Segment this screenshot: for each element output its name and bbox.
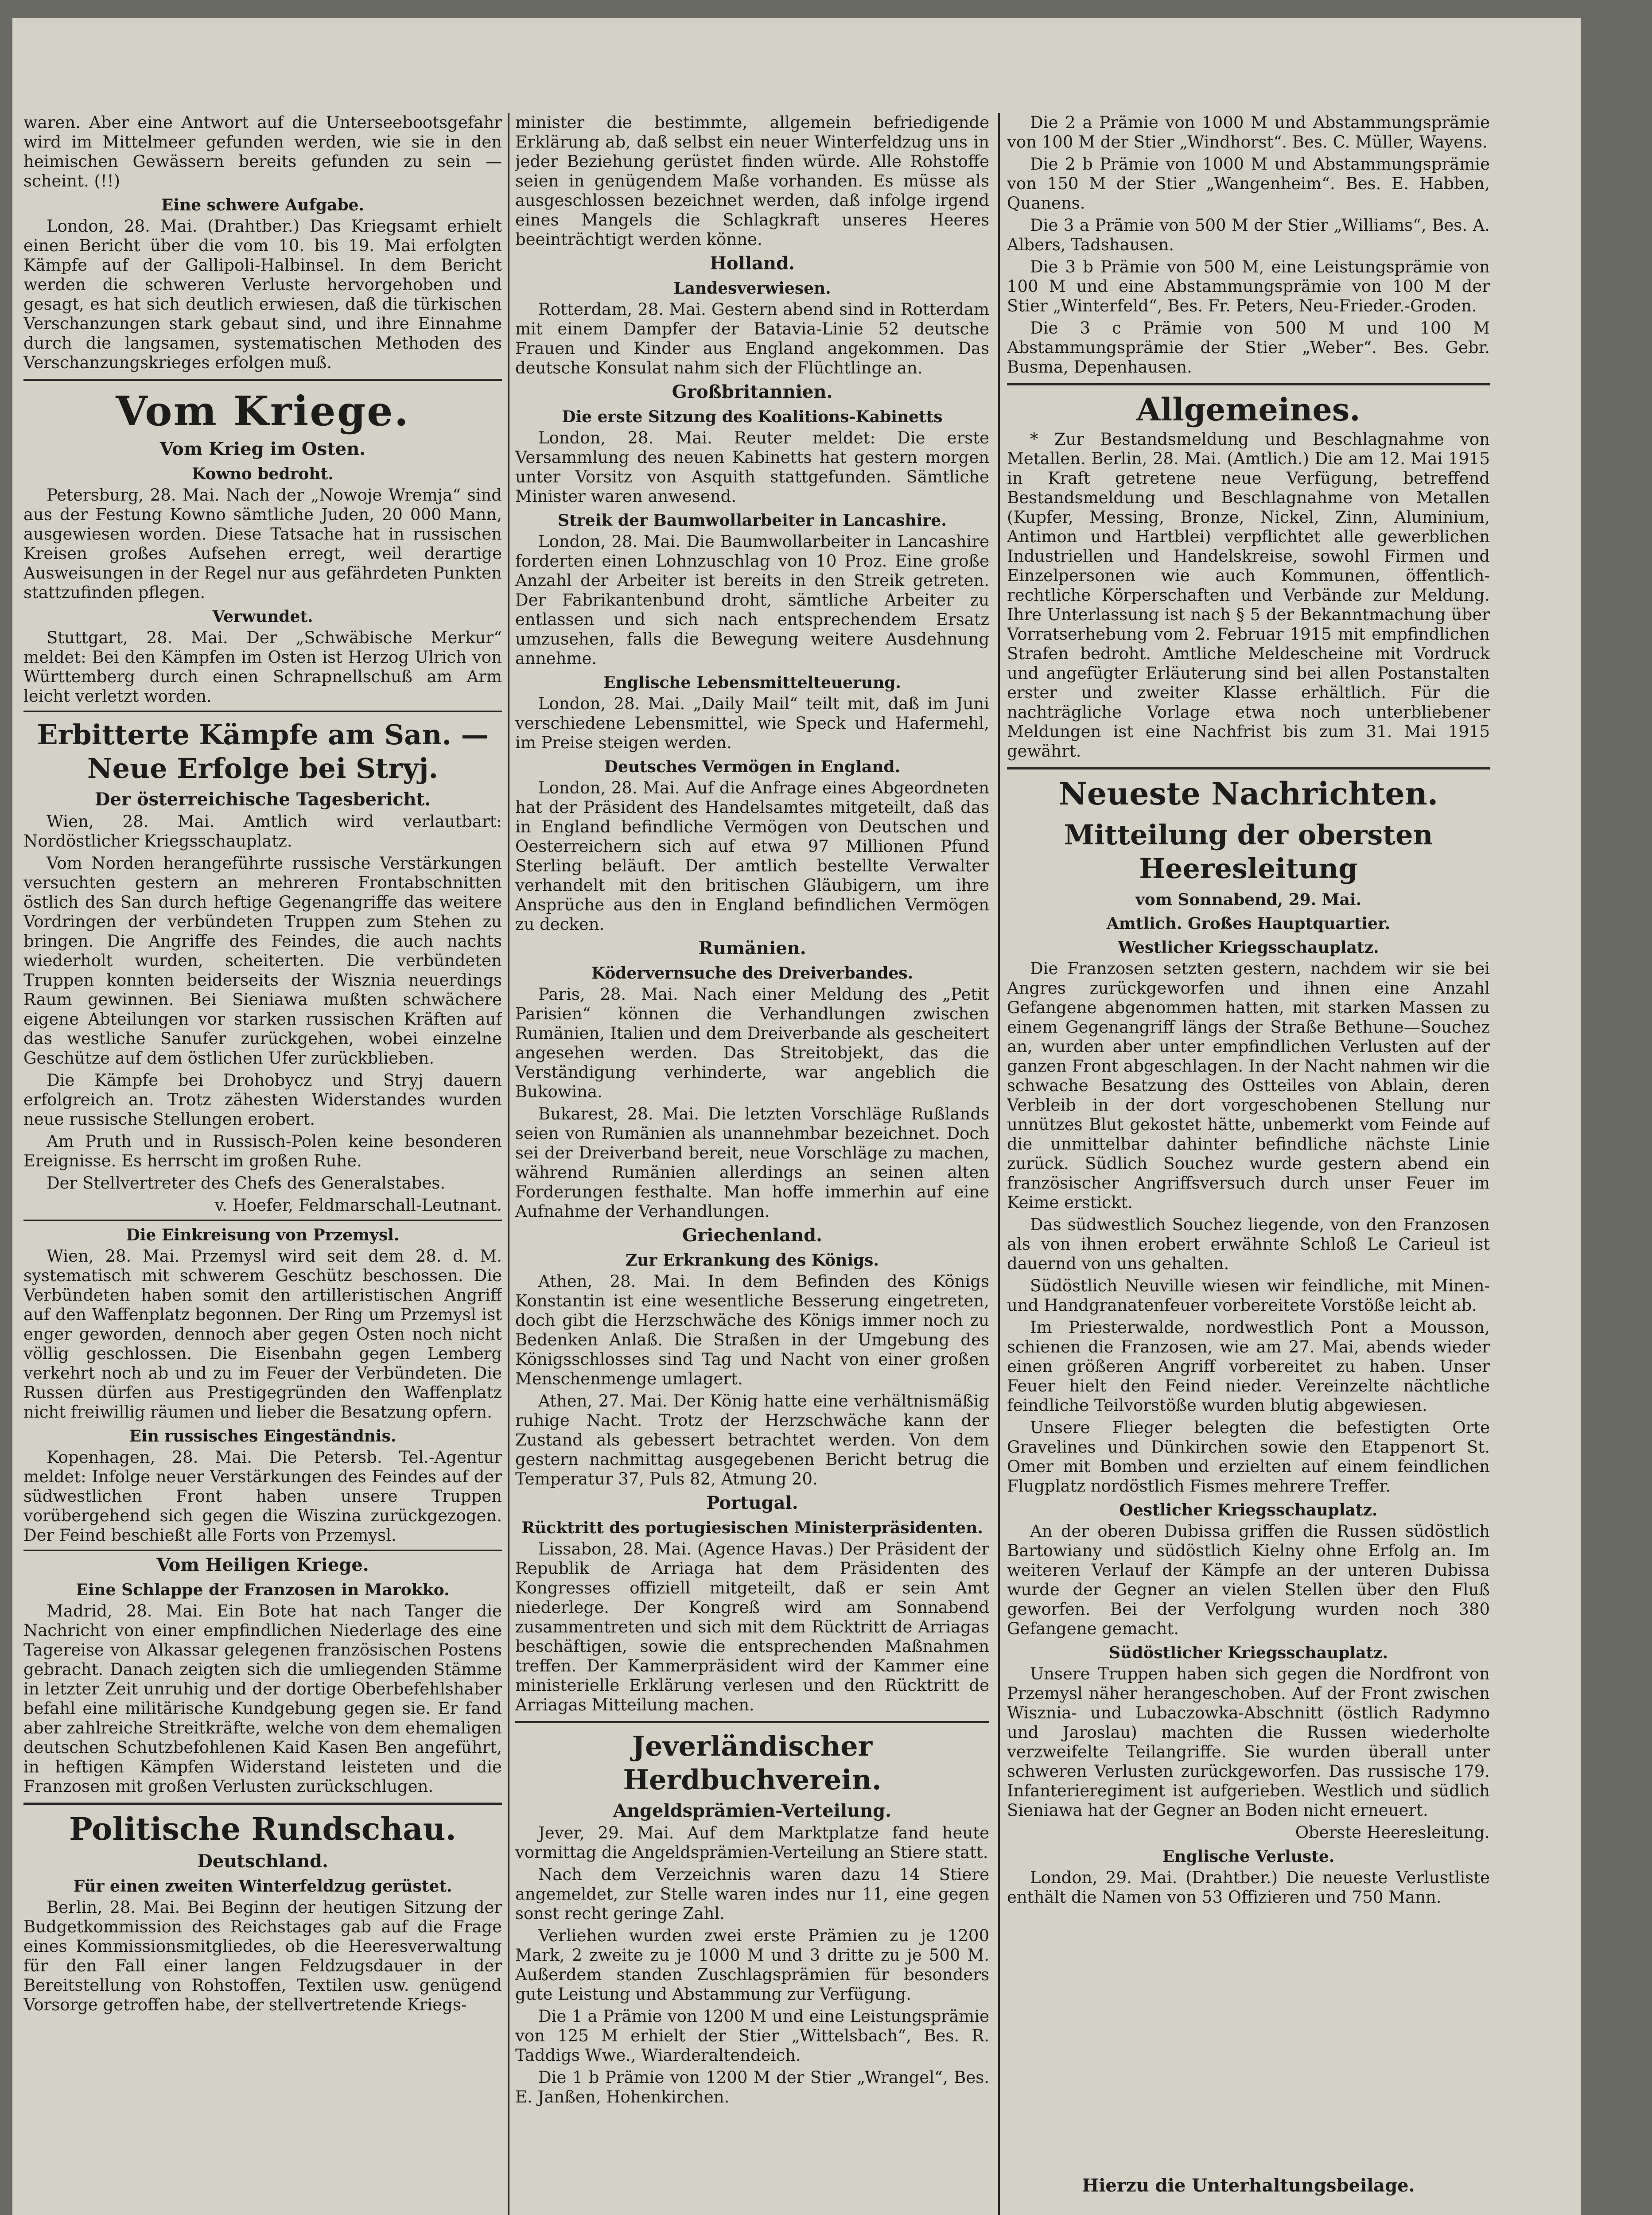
- headline-praemien: Angeldsprämien-Verteilung.: [613, 1800, 892, 1821]
- divider: [23, 379, 502, 381]
- column-1: [23, 113, 502, 2215]
- article-englische-verluste: London, 29. Mai. (Drahtber.) Die neueste Verlustliste enthält die Namen von 53 Offizieren und 750 Mann.: [1007, 1868, 1490, 1907]
- article-bukarest: Bukarest, 28. Mai. Die letzten Vorschläge Rußlands seien von Rumänien als unannehmbar bezeichnet. Doch sei der Dreiverband bereit, neue Vorschläge zu machen, während Rumänien allerdings an seinen alten Forderungen festhalte. Man hoffe immerhin auf eine Aufnahme der Verhandlungen.: [515, 1104, 989, 1221]
- divider: [23, 1803, 502, 1805]
- article-holland: Rotterdam, 28. Mai. Gestern abend sind in Rotterdam mit einem Dampfer der Batavia-Linie 52 deutsche Frauen und Kinder aus England angekommen. Das deutsche Konsulat nahm sich der Flüchtlinge an.: [515, 300, 989, 377]
- article-praemie-2b: Die 2 b Prämie von 1000 M und Abstammungsprämie von 150 M der Stier „Wangenheim“. Bes. E. Habben, Quanens.: [1007, 155, 1490, 213]
- headline-englische-verluste: Englische Verluste.: [1162, 1847, 1335, 1866]
- divider: [23, 1220, 502, 1221]
- article-jever-5: Die 1 b Prämie von 1200 M der Stier „Wrangel“, Bes. E. Janßen, Hohenkirchen.: [515, 2068, 989, 2106]
- headline-marokko: Eine Schlappe der Franzosen in Marokko.: [76, 1581, 450, 1599]
- article-ost: An der oberen Dubissa griffen die Russen südöstlich Bartowiany und südöstlich Kielny ohne Erfolg an. Im weiteren Verlauf der Kämpfe an der unteren Dubissa wurde der Gegner an vielen Stellen über den Fluß geworfen. Bei der Verfolgung wurden noch 380 Gefangene gemacht.: [1007, 1522, 1490, 1638]
- article-jever-4: Die 1 a Prämie von 1200 M und eine Leistungsprämie von 125 M erhielt der Stier „Wittelsbach“, Bes. R. Taddigs Wwe., Wiarderaltendeich.: [515, 2007, 989, 2065]
- headline-deutschland: Deutschland.: [197, 1851, 328, 1872]
- signature-hoefer: v. Hoefer, Feldmarschall-Leutnant.: [214, 1196, 502, 1215]
- article-west-1: Die Franzosen setzten gestern, nachdem wir sie bei Angres zurückgeworfen und ihnen eine Anzahl Gefangene abgenommen hatten, mit starken Massen zu einem Gegenangriff längs der Straße Bethune—Souchez an, wurden aber unter empfindlichen Verlusten auf der ganzen Front abgeschlagen. In der Nacht nahmen wir die schwache Besatzung des Ostteiles von Ablain, deren Verbleib in der dort vorgeschobenen Stellung nur unnützes Blut gekostet hätte, unbemerkt vom Feinde auf die unmittelbar dahinter befindliche nächste Linie zurück. Südlich Souchez wurde gestern abend ein französischer Angriffsversuch durch unser Feuer im Keime erstickt.: [1007, 959, 1490, 1212]
- signature-ohl: Oberste Heeresleitung.: [1295, 1823, 1490, 1842]
- headline-verwundet: Verwundet.: [212, 607, 313, 626]
- article-wien-1: Wien, 28. Mai. Amtlich wird verlautbart: Nordöstlicher Kriegsschauplatz.: [23, 812, 502, 851]
- article-praemie-3a: Die 3 a Prämie von 500 M der Stier „Williams“, Bes. A. Albers, Tadshausen.: [1007, 216, 1490, 254]
- headline-sitzung: Die erste Sitzung des Koalitions-Kabinetts: [562, 408, 943, 426]
- headline-eingestaendnis: Ein russisches Eingeständnis.: [129, 1427, 396, 1446]
- headline-westlich: Westlicher Kriegsschauplatz.: [1118, 938, 1379, 957]
- column-3: [1007, 113, 1490, 2215]
- article-wien-4: Am Pruth und in Russisch-Polen keine besonderen Ereignisse. Es herrscht im großen Ruhe.: [23, 1132, 502, 1170]
- headline-amtlich: Amtlich. Großes Hauptquartier.: [1106, 914, 1391, 933]
- headline-oesterreich: Der österreichische Tagesbericht.: [94, 789, 431, 810]
- article-praemie-2a: Die 2 a Prämie von 1000 M und Abstammungsprämie von 100 M der Stier „Windhorst“. Bes. C. Müller, Wayens.: [1007, 113, 1490, 152]
- headline-san: Erbitterte Kämpfe am San. — Neue Erfolge bei Stryj.: [37, 719, 489, 785]
- article-athen-2: Athen, 27. Mai. Der König hatte eine verhältnismäßig ruhige Nacht. Trotz der Herzschwäche kann der Zustand als gebessert betrachtet werden. Von dem gestern nachmittag ausgegebenen Bericht betrug die Temperatur 37, Puls 82, Atmung 20.: [515, 1391, 989, 1488]
- article-paris: Paris, 28. Mai. Nach einer Meldung des „Petit Parisien“ können die Verhandlungen zwischen Rumänien, Italien und dem Dreiverbande als gescheitert angesehen werden. Das Streitobjekt, das die Verständigung verhinderte, war angeblich die Bukowina.: [515, 985, 989, 1101]
- article-west-2: Das südwestlich Souchez liegende, von den Franzosen als von ihnen erobert erwähnte Schloß Le Carieul ist dauernd von uns gehalten.: [1007, 1215, 1490, 1273]
- article-streik: London, 28. Mai. Die Baumwollarbeiter in Lancashire forderten einen Lohnzuschlag von 10 Proz. Eine große Anzahl der Arbeiter ist bereits in den Streik getreten. Der Fabrikantenbund droht, sämtliche Arbeiter zu entlassen und sich nach entsprechendem Ersatz umzusehen, falls die Bewegung weitere Ausdehnung annehme.: [515, 532, 989, 668]
- headline-erkrankung: Zur Erkrankung des Königs.: [626, 1251, 879, 1270]
- divider: [23, 1550, 502, 1551]
- article-jever-1: Jever, 29. Mai. Auf dem Marktplatze fand heute vormittag die Angeldsprämien-Verteilung an Stiere statt.: [515, 1823, 989, 1862]
- section-title-kriege: Vom Kriege.: [116, 387, 410, 435]
- article-winterfeldzug: Berlin, 28. Mai. Bei Beginn der heutigen Sitzung der Budgetkommission des Reichstages gab auf die Frage eines Kommissionsmitgliedes, ob die Heeresverwaltung für den Fall einer langen Feldzugsdauer in der Bereitstellung von Rohstoffen, Textilen usw. genügend Vorsorge getroffen habe, der stellvertretende Kriegs-: [23, 1898, 502, 2014]
- headline-vermoegen: Deutsches Vermögen in England.: [604, 758, 901, 776]
- newspaper-page: [12, 18, 1581, 2215]
- intro-text: waren. Aber eine Antwort auf die Unterseebootsgefahr wird im Mittelmeer gefunden werden, wie sie in den heimischen Gewässern bereits gefunden zu sein — scheint. (!!): [23, 113, 502, 190]
- column-2: [515, 113, 989, 2215]
- article-wien-2: Vom Norden herangeführte russische Verstärkungen versuchten gestern an mehreren Frontabschnitten östlich des San durch heftige Gegenangriffe das weitere Vordringen der verbündeten Truppen zum Stehen zu bringen. Die Angriffe des Feindes, die auch nachts wiederholt wurden, scheiterten. Die verbündeten Truppen konnten beiderseits der Wisznia neuerdings Raum gewinnen. Bei Sieniawa mußten schwächere eigene Abteilungen vor starken russischen Kräften auf das westliche Sanufer zurückgehen, wobei einzelne Geschütze auf dem östlichen Ufer zurückblieben.: [23, 854, 502, 1068]
- article-west-3: Südöstlich Neuville wiesen wir feindliche, mit Minen- und Handgranatenfeuer vorbereitete Vorstöße leicht ab.: [1007, 1276, 1490, 1315]
- article-teuerung: London, 28. Mai. „Daily Mail“ teilt mit, daß im Juni verschiedene Lebensmittel, wie Speck und Hafermehl, im Preise steigen werden.: [515, 694, 989, 752]
- headline-osten: Vom Krieg im Osten.: [159, 439, 366, 459]
- article-winterfeldzug-cont: minister die bestimmte, allgemein befriedigende Erklärung ab, daß selbst ein neuer Winterfeldzug uns in jeder Beziehung gerüstet finden würde. Alle Rohstoffe seien in genügendem Maße vorhanden. Es müsse als ausgeschlossen bezeichnet werden, daß infolge irgend eines Mangels die Schlagkraft unseres Heeres beeinträchtigt werden könne.: [515, 113, 989, 249]
- headline-suedoestlich: Südöstlicher Kriegsschauplatz.: [1108, 1644, 1388, 1662]
- article-jever-2: Nach dem Verzeichnis waren dazu 14 Stiere angemeldet, zur Stelle waren indes nur 11, eine gegen sonst recht geringe Zahl.: [515, 1865, 989, 1923]
- divider: [515, 1721, 989, 1723]
- headline-kowno: Kowno bedroht.: [192, 465, 334, 483]
- headline-griechenland: Griechenland.: [682, 1225, 822, 1246]
- headline-mitteilung: Mitteilung der obersten Heeresleitung: [1064, 819, 1433, 885]
- column-rule-1: [508, 113, 509, 2215]
- article-wien-3: Die Kämpfe bei Drohobycz und Stryj dauern erfolgreich an. Trotz zähesten Widerstandes wurden neue russische Stellungen erobert.: [23, 1071, 502, 1129]
- article-athen-1: Athen, 28. Mai. In dem Befinden des Königs Konstantin ist eine wesentliche Besserung eingetreten, doch gibt die Herzschwäche des Königs immer noch zu Bedenken Anlaß. Die Straßen in der Umgebung des Königsschlosses sind Tag und Nacht von einer großen Menschenmenge umlagert.: [515, 1272, 989, 1388]
- headline-aufgabe: Eine schwere Aufgabe.: [161, 196, 365, 214]
- section-title-herdbuchverein: Jeverländischer Herdbuchverein.: [623, 1730, 882, 1796]
- article-praemie-3b: Die 3 b Prämie von 500 M, eine Leistungsprämie von 100 M und eine Abstammungsprämie von 100 M der Stier „Winterfeld“, Bes. Fr. Peters, Neu-Frieder.-Groden.: [1007, 257, 1490, 315]
- article-portugal: Lissabon, 28. Mai. (Agence Havas.) Der Präsident der Republik de Arriaga hat dem Präsidenten des Kongresses offiziell mitgeteilt, daß er sein Amt niederlege. Der Kongreß wird am Sonnabend zusammentreten und sich mit dem Rücktritt de Arriagas beschäftigen, sowie die entsprechenden Maßnahmen treffen. Der Kammerpräsident wird der Kammer eine ministerielle Erklärung verlesen und den Rücktritt de Arriagas Mitteilung machen.: [515, 1539, 989, 1714]
- article-suedost: Unsere Truppen haben sich gegen die Nordfront von Przemysl näher herangeschoben. Auf der Front zwischen Wisznia- und Lubaczowka-Abschnitt (östlich Radymno und Jaroslau) machten die Russen wiederholte verzweifelte Teilangriffe. Sie wurden überall unter schweren Verlusten zurückgeworfen. Das russische 179. Infanterieregiment ist aufgerieben. Westlich und südlich Sieniawa hat der Gegner an Boden nicht erneuert.: [1007, 1664, 1490, 1820]
- article-verwundet: Stuttgart, 28. Mai. Der „Schwäbische Merkur“ meldet: Bei den Kämpfen im Osten ist Herzog Ulrich von Württemberg durch einen Schrapnellschuß am Arm leicht verletzt worden.: [23, 628, 502, 706]
- divider: [1007, 383, 1490, 385]
- headline-streik: Streik der Baumwollarbeiter in Lancashire.: [558, 511, 947, 530]
- article-kowno: Petersburg, 28. Mai. Nach der „Nowoje Wremja“ sind aus der Festung Kowno sämtliche Juden, 20 000 Mann, ausgewiesen worden. Diese Tatsache hat in russischen Kreisen großes Aufsehen erregt, weil derartige Ausweisungen in der Regel nur aus gefährdeten Punkten stattzufinden pflegen.: [23, 486, 502, 602]
- headline-przemysl: Die Einkreisung von Przemysl.: [126, 1226, 400, 1244]
- article-metalle: * Zur Bestandsmeldung und Beschlagnahme von Metallen. Berlin, 28. Mai. (Amtlich.) Die am 12. Mai 1915 in Kraft getretene neue Verfügung, betreffend Bestandsmeldung und Beschlagnahme von Metallen (Kupfer, Messing, Bronze, Nickel, Zinn, Aluminium, Antimon und Hartblei) verpflichtet alle gewerblichen Industriellen und Handelskreise, sowohl Firmen und Einzelpersonen wie auch Kommunen, öffentlich-rechtliche Körperschaften und Verbände zur Meldung. Ihre Unterlassung ist nach § 5 der Bekanntmachung über Vorratserhebung vom 2. Februar 1915 mit empfindlichen Strafen bedroht. Amtliche Meldescheine mit Vordruck und angefügter Erläuterung sind bei allen Postanstalten erster und zweiter Klasse erhältlich. Für die nachträgliche Vorlage etwa noch unterbliebener Meldungen ist eine Nachfrist bis zum 31. Mai 1915 gewährt.: [1007, 430, 1490, 761]
- article-west-4: Im Priesterwalde, nordwestlich Pont a Mousson, schienen die Franzosen, wie am 27. Mai, abends wieder einen größeren Angriff vorbereitet zu haben. Unser Feuer hielt den Feind nieder. Vereinzelte nächtliche feindliche Teilvorstöße wurden blutig abgewiesen.: [1007, 1318, 1490, 1415]
- article-sitzung: London, 28. Mai. Reuter meldet: Die erste Versammlung des neuen Kabinetts hat gestern morgen unter Vorsitz von Asquith stattgefunden. Sämtliche Minister waren anwesend.: [515, 428, 989, 506]
- article-vermoegen: London, 28. Mai. Auf die Anfrage eines Abgeordneten hat der Präsident des Handelsamtes mitgeteilt, daß das in England befindliche Vermögen von Deutschen und Oesterreichern sich auf etwa 97 Millionen Pfund Sterling beläuft. Der amtlich bestellte Verwalter verhandelt mit den britischen Gläubigern, um ihre Ansprüche aus den in England befindlichen Vermögen zu decken.: [515, 778, 989, 934]
- section-title-neueste: Neueste Nachrichten.: [1058, 775, 1438, 812]
- headline-datum: vom Sonnabend, 29. Mai.: [1135, 890, 1362, 909]
- footer-note: Hierzu die Unterhaltungsbeilage.: [1082, 2175, 1415, 2196]
- headline-rumaenien: Rumänien.: [698, 938, 806, 959]
- article-aufgabe: London, 28. Mai. (Drahtber.) Das Kriegsamt erhielt einen Bericht über die vom 10. bis 19. Mai erfolgten Kämpfe auf der Gallipoli-Halbinsel. In dem Bericht werden die schweren Verluste hervorgehoben und gesagt, es hat sich deutlich erwiesen, daß die türkischen Verschanzungen stark gebaut sind, und ihre Einnahme durch die langsamen, systematischen Methoden des Verschanzungskrieges erfolgen muß.: [23, 217, 502, 372]
- section-title-allgemeines: Allgemeines.: [1136, 391, 1360, 428]
- headline-heiliger-krieg: Vom Heiligen Kriege.: [156, 1554, 369, 1575]
- divider: [1007, 767, 1490, 769]
- headline-grossbritannien: Großbritannien.: [672, 381, 833, 402]
- headline-teuerung: Englische Lebensmittelteuerung.: [603, 673, 901, 692]
- divider: [23, 711, 502, 712]
- headline-portugal: Portugal.: [706, 1492, 798, 1513]
- article-jever-3: Verliehen wurden zwei erste Prämien zu je 1200 Mark, 2 zweite zu je 1000 M und 3 dritte zu je 500 M. Außerdem standen Zuschlagsprämien für besonders gute Leistung und Abstammung zur Verfügung.: [515, 1926, 989, 2004]
- headline-oestlich: Oestlicher Kriegsschauplatz.: [1119, 1501, 1378, 1519]
- headline-winterfeldzug: Für einen zweiten Winterfeldzug gerüstet.: [73, 1877, 452, 1896]
- article-wien-5: Der Stellvertreter des Chefs des Generalstabes.: [47, 1174, 446, 1193]
- headline-holland: Holland.: [710, 253, 795, 274]
- column-rule-2: [998, 113, 1000, 2215]
- headline-ruecktritt: Rücktritt des portugiesischen Ministerpräsidenten.: [521, 1519, 983, 1537]
- article-eingestaendnis: Kopenhagen, 28. Mai. Die Petersb. Tel.-Agentur meldet: Infolge neuer Verstärkungen des Feindes auf der südwestlichen Front haben unsere Truppen vorübergehend sich gegen die Wiszina zurückgezogen. Der Feind beschießt alle Forts von Przemysl.: [23, 1448, 502, 1545]
- section-title-rundschau: Politische Rundschau.: [69, 1811, 456, 1847]
- article-praemie-3c: Die 3 c Prämie von 500 M und 100 M Abstammungsprämie der Stier „Weber“. Bes. Gebr. Busma, Depenhausen.: [1007, 319, 1490, 377]
- headline-landesverwiesen: Landesverwiesen.: [673, 279, 831, 298]
- article-west-5: Unsere Flieger belegten die befestigten Orte Gravelines und Dünkirchen sowie den Etappenort St. Omer mit Bomben und erzielten auf einem feindlichen Flugplatz nordöstlich Fismes mehrere Treffer.: [1007, 1418, 1490, 1496]
- article-przemysl: Wien, 28. Mai. Przemysl wird seit dem 28. d. M. systematisch mit schwerem Geschütz beschossen. Die Verbündeten haben somit den artilleristischen Angriff auf den Waffenplatz begonnen. Der Ring um Przemysl ist enger geworden, dennoch aber gegen Osten noch nicht völlig geschlossen. Die Eisenbahn gegen Lemberg verkehrt noch ab und zu im Feuer der Verbündeten. Die Russen dürfen aus Prestigegründen den Waffenplatz nicht freiwillig räumen und lieber die Besatzung opfern.: [23, 1247, 502, 1422]
- headline-koederversuche: Ködervernsuche des Dreiverbandes.: [591, 964, 913, 983]
- article-marokko: Madrid, 28. Mai. Ein Bote hat nach Tanger die Nachricht von einer empfindlichen Niederlage des eine Tagereise von Alkassar gelegenen französischen Postens gebracht. Danach zeigten sich die umliegenden Stämme in letzter Zeit unruhig und der dortige Oberbefehlshaber befahl eine militärische Kundgebung gegen sie. Er fand aber zahlreiche Streitkräfte, welche von dem ehemaligen deutschen Schutzbefohlenen Kaid Kasen Ben angeführt, in heftigen Kämpfen Widerstand leisteten und die Franzosen mit großen Verlusten zurückschlugen.: [23, 1601, 502, 1796]
